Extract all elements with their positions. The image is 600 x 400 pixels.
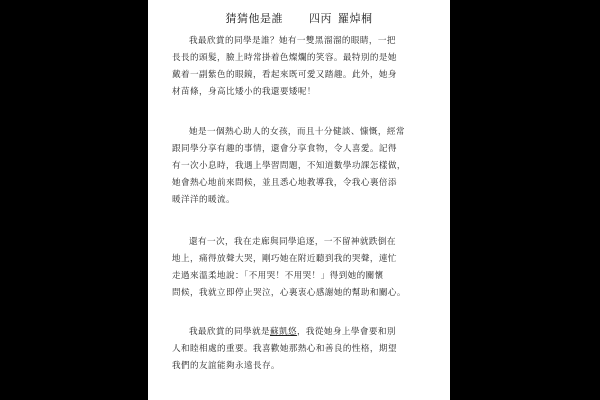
- paragraph-1: [172, 33, 436, 101]
- paragraph-line: 我最欣賞的同學是誰？她有一雙黑溜溜的眼睛，一把: [189, 36, 396, 46]
- paragraph-line: 地上，痛得放聲大哭，剛巧她在附近聽到我的哭聲，連忙: [172, 254, 397, 264]
- paragraph-line: 材苗條，身高比矮小的我還要矮呢！: [172, 87, 316, 97]
- document-page: [148, 0, 450, 400]
- paragraph-line: 她會熱心地前來問候，並且悉心地教導我，令我心裏倍添: [172, 178, 397, 188]
- line-text: ，我從她身上學會要和別: [296, 327, 396, 337]
- paragraph-line: [172, 324, 436, 341]
- paragraph-line: 跟同學分享有趣的事情，還會分享食物，令人喜愛。記得: [172, 144, 397, 154]
- paragraph-line: 戴着一副紫色的眼鏡，看起來既可愛又踏趣。此外，她身: [172, 70, 397, 80]
- author-name: 羅焯桐: [338, 12, 373, 25]
- paragraph-2: [172, 124, 436, 209]
- author-class: 四丙: [309, 12, 332, 25]
- line-text: 我最欣賞的同學就是: [189, 327, 270, 337]
- paragraph-line: 問候，我就立即停止哭泣，心裏衷心感謝她的幫助和關心。: [172, 288, 406, 298]
- essay-title: [148, 10, 450, 26]
- paragraph-line: 走過來溫柔地說：「不用哭！不用哭！」得到她的關懷: [172, 271, 384, 281]
- paragraph-line: 人和睦相處的重要。我喜歡她那熱心和善良的性格，期望: [172, 344, 397, 354]
- title-text: 猜猜他是誰: [225, 12, 283, 25]
- paragraph-line: 我們的友誼能夠永遠長存。: [172, 361, 280, 371]
- paragraph-line: 暖洋洋的暖流。: [172, 195, 235, 205]
- paragraph-4: [172, 324, 436, 375]
- paragraph-line: 有一次小息時，我遇上學習問題，不知道數學功課怎樣做，: [172, 161, 406, 171]
- paragraph-line: 她是一個熱心助人的女孩，而且十分健談、慷慨，經常: [189, 127, 405, 137]
- classmate-name: 蘇凱悠: [269, 327, 297, 337]
- paragraph-3: [172, 234, 436, 302]
- paragraph-line: 長長的頭髮，臉上時常掛着色燦爛的笑容。最特別的是她: [172, 53, 397, 63]
- paragraph-line: 還有一次，我在走廊與同學追逐，一不留神就跌倒在: [189, 237, 396, 247]
